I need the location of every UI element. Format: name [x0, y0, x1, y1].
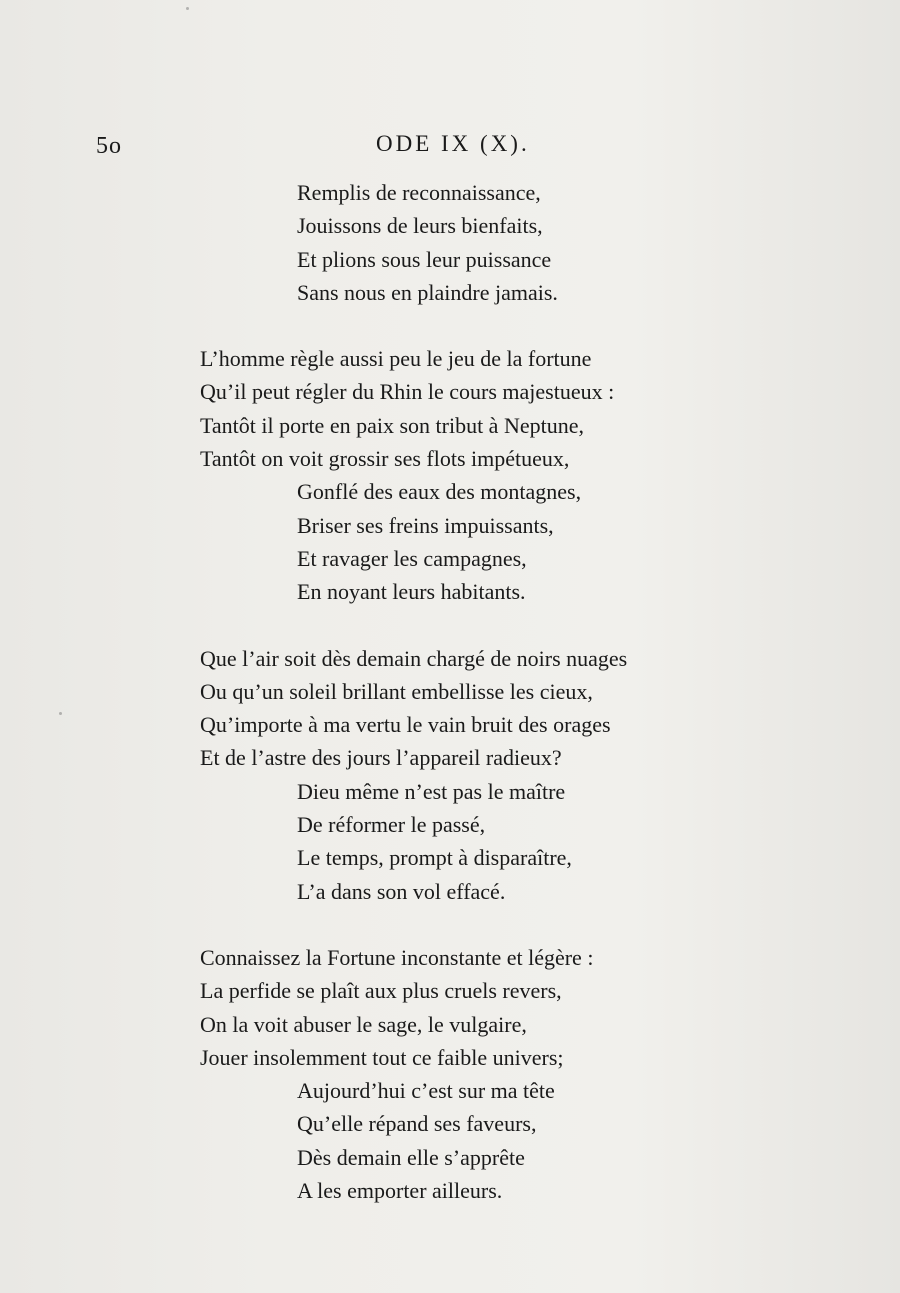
verse-line: Aujourd’hui c’est sur ma tête — [297, 1078, 555, 1104]
verse-line: Remplis de reconnaissance, — [297, 180, 541, 205]
verse-line: De réformer le passé, — [297, 812, 486, 838]
verse-line: Gonflé des eaux des montagnes, — [297, 479, 582, 505]
verse-line: Dès demain elle s’apprête — [297, 1144, 525, 1170]
verse-line: Jouer insolemment tout ce faible univers; — [200, 1044, 564, 1070]
verse-line: Et de l’astre des jours l’appareil radieux? — [200, 745, 562, 771]
stanza — [0, 941, 900, 1207]
verse-line: Qu’elle répand ses faveurs, — [297, 1111, 537, 1137]
verse-line: L’a dans son vol effacé. — [297, 878, 506, 904]
verse-line: Tantôt il porte en paix son tribut à Neptune, — [200, 412, 584, 438]
verse-line: La perfide se plaît aux plus cruels revers, — [200, 978, 562, 1004]
verse-line: Sans nous en plaindre jamais. — [297, 279, 558, 305]
verse-line: Jouissons de leurs bienfaits, — [297, 213, 543, 239]
verse-line: Et plions sous leur puissance — [297, 246, 552, 272]
verse-line: Tantôt on voit grossir ses flots impétueux, — [200, 446, 570, 472]
verse-line: Qu’il peut régler du Rhin le cours majestueux : — [200, 379, 615, 405]
verse-line: Qu’importe à ma vertu le vain bruit des orages — [200, 712, 611, 738]
ink-speck — [186, 7, 189, 10]
stanza — [0, 176, 900, 309]
verse-line: Ou qu’un soleil brillant embellisse les cieux, — [200, 678, 593, 704]
verse-line: A les emporter ailleurs. — [297, 1178, 503, 1204]
verse-line: Connaissez la Fortune inconstante et légère : — [200, 944, 594, 970]
verse-line: On la voit abuser le sage, le vulgaire, — [200, 1011, 527, 1037]
running-title: ODE IX (X). — [376, 131, 530, 156]
verse-line: Et ravager les campagnes, — [297, 545, 527, 571]
verse-line: Le temps, prompt à disparaître, — [297, 845, 572, 871]
page-number: 5o — [96, 133, 122, 159]
verse-line: Briser ses freins impuissants, — [297, 512, 554, 538]
stanza — [0, 342, 900, 608]
verse-line: Que l’air soit dès demain chargé de noirs nuages — [200, 645, 628, 671]
stanza — [0, 642, 900, 908]
verse-line: En noyant leurs habitants. — [297, 579, 526, 605]
verse-line: Dieu même n’est pas le maître — [297, 778, 566, 804]
verse-line: L’homme règle aussi peu le jeu de la fortune — [200, 346, 592, 372]
poem-body — [0, 176, 900, 1207]
